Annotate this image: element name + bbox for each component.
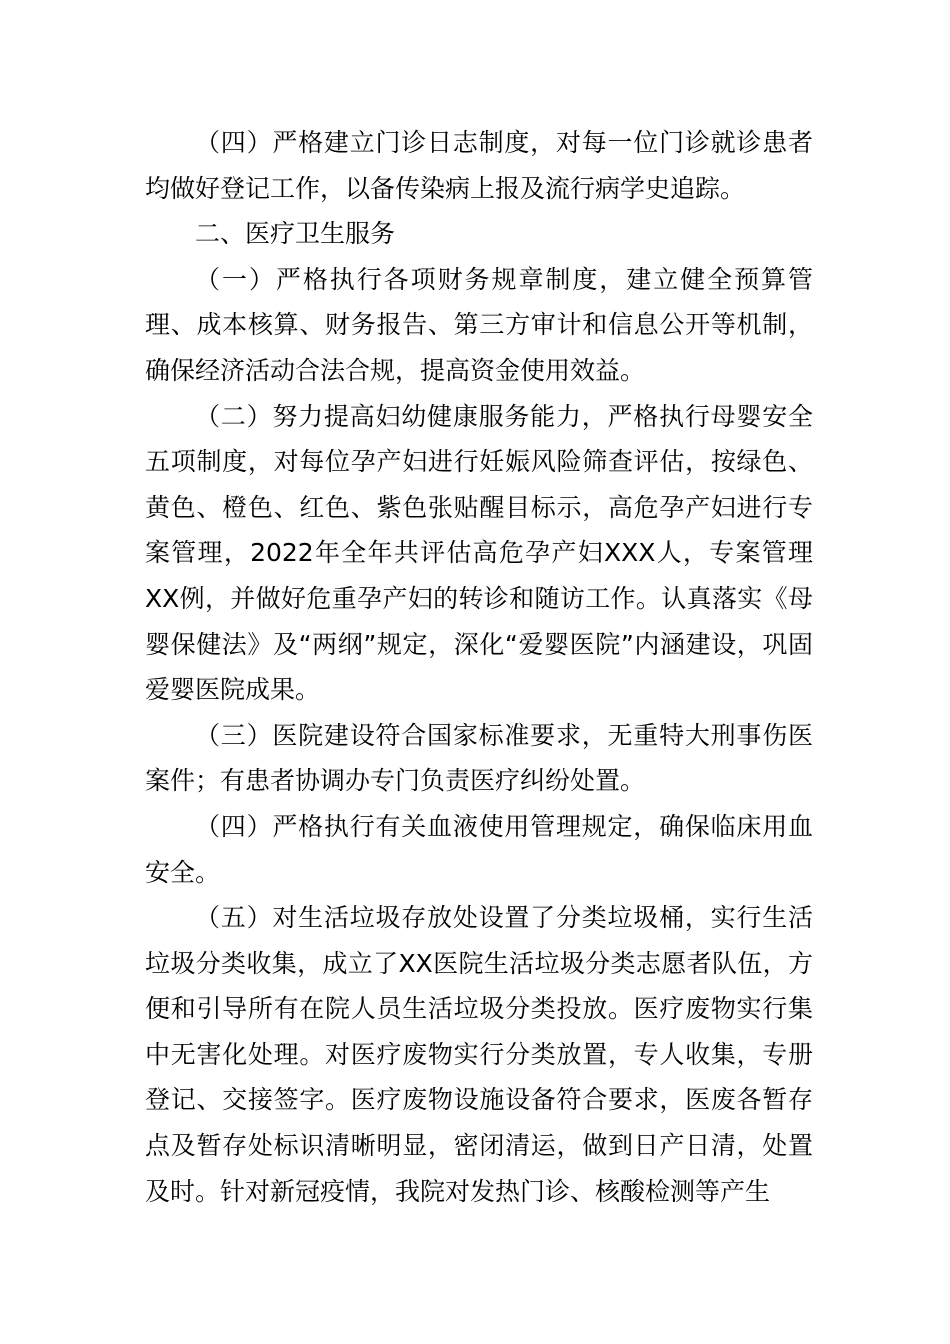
paragraph-blood-use: （四）严格执行有关血液使用管理规定，确保临床用血安全。	[145, 811, 813, 887]
paragraph-hospital-safety: （三）医院建设符合国家标准要求，无重特大刑事伤医案件；有患者协调办专门负责医疗纠纷处置。	[145, 720, 813, 796]
paragraph-outpatient-log: （四）严格建立门诊日志制度，对每一位门诊就诊患者均做好登记工作，以备传染病上报及流行病学史追踪。	[145, 128, 813, 203]
section-heading-medical-services: 二、医疗卫生服务	[195, 219, 396, 249]
paragraph-waste-management: （五）对生活垃圾存放处设置了分类垃圾桶，实行生活垃圾分类收集，成立了XX医院生活垃圾分类志愿者队伍，方便和引导所有在院人员生活垃圾分类投放。医疗废物实行集中无害化处理。对医疗废物实行分类放置，专人收集，专册登记、交接签字。医疗废物设施设备符合要求，医废各暂存点及暂存处标识清晰明显，密闭清运，做到日产日清，处置及时。针对新冠疫情，我院对发热门诊、核酸检测等产生	[145, 903, 813, 1206]
paragraph-finance-rules: （一）严格执行各项财务规章制度，建立健全预算管理、成本核算、财务报告、第三方审计和信息公开等机制，确保经济活动合法合规，提高资金使用效益。	[145, 264, 813, 385]
document-body	[145, 120, 813, 1214]
paragraph-maternal-child-health: （二）努力提高妇幼健康服务能力，严格执行母婴安全五项制度，对每位孕产妇进行妊娠风险筛查评估，按绿色、黄色、橙色、红色、紫色张贴醒目标示，高危孕产妇进行专案管理，2022年全年共评估高危孕产妇XXX人，专案管理XX例，并做好危重孕产妇的转诊和随访工作。认真落实《母婴保健法》及“两纲”规定，深化“爱婴医院”内涵建设，巩固爱婴医院成果。	[145, 401, 813, 705]
